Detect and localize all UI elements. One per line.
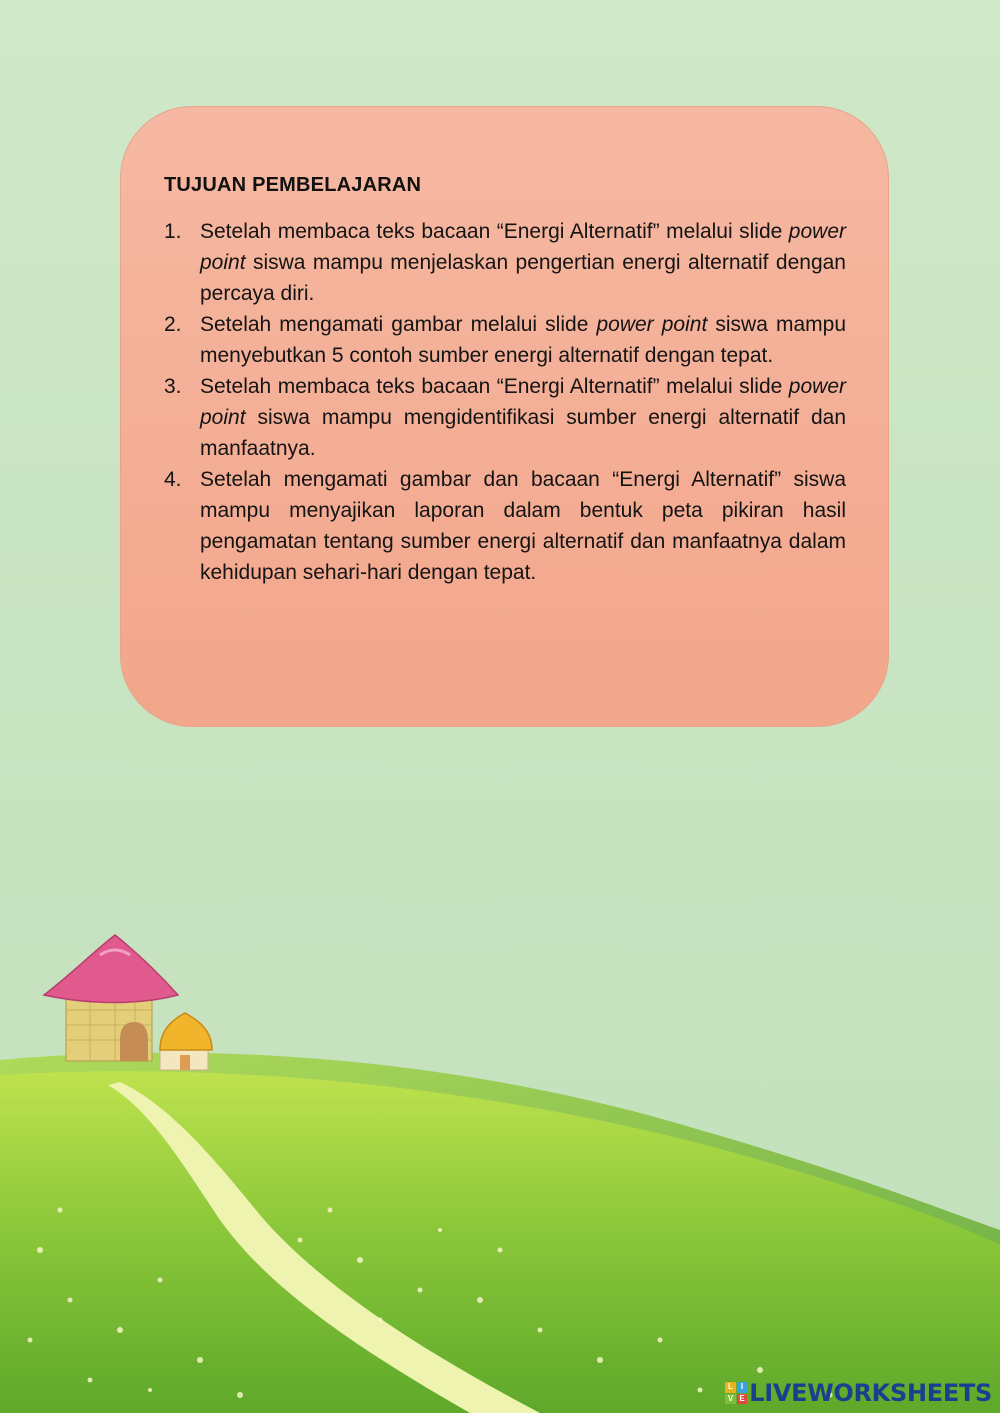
front-hill [0, 1071, 1000, 1413]
objective-item [164, 216, 846, 309]
objective-text: Setelah membaca teks bacaan “Energi Alternatif” melalui slide [200, 220, 789, 243]
objective-text: Setelah mengamati gambar melalui slide [200, 313, 597, 336]
objective-item [164, 464, 846, 588]
objective-number: 3. [164, 375, 182, 398]
objective-text: Setelah membaca teks bacaan “Energi Alternatif” melalui slide [200, 375, 789, 398]
objectives-list [164, 216, 846, 588]
objective-emphasis: power point [596, 313, 708, 336]
objective-text-end: siswa mampu menjelaskan pengertian energi alternatif dengan percaya diri. [200, 251, 846, 305]
objectives-heading: TUJUAN PEMBELAJARAN [164, 174, 422, 196]
objective-number: 1. [164, 220, 182, 243]
objective-text-end: siswa mampu menyebutkan 5 contoh sumber energi alternatif dengan tepat. [200, 313, 847, 367]
objective-text: Setelah mengamati gambar dan bacaan “Energi Alternatif” siswa mampu menyajikan laporan dalam bentuk peta pikiran hasil pengamatan tentang sumber energi alternatif dan manfaatnya dalam kehidupan sehari-hari dengan tepat. [200, 468, 846, 584]
objective-emphasis: power point [200, 375, 846, 429]
liveworksheets-watermark [725, 1379, 992, 1407]
objective-number: 4. [164, 468, 182, 491]
objective-emphasis: power point [200, 220, 846, 274]
mushroom-house [44, 935, 178, 1061]
objective-number: 2. [164, 313, 182, 336]
objective-text-end: siswa mampu mengidentifikasi sumber energi alternatif dan manfaatnya. [200, 406, 846, 460]
liveworksheets-logo-icon: L I V E [725, 1382, 747, 1404]
onion-house [160, 1013, 212, 1070]
liveworksheets-wordmark: LIVEWORKSHEETS [749, 1379, 992, 1407]
objective-item [164, 371, 846, 464]
objective-item [164, 309, 846, 371]
